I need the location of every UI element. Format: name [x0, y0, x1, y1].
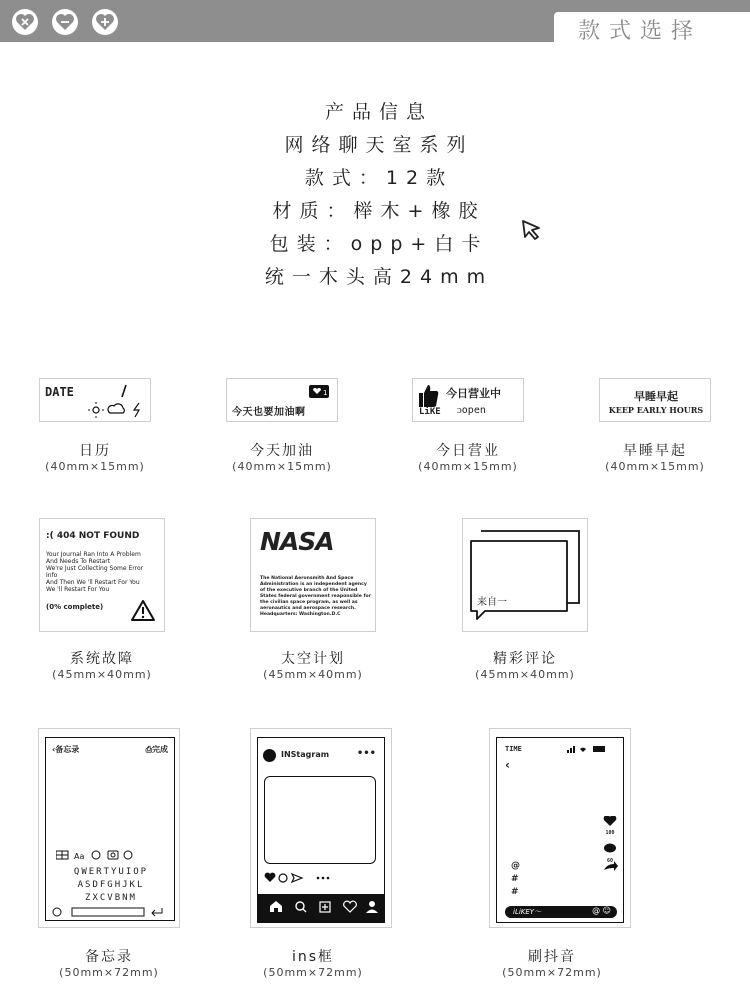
info-packaging: 包装：opp+白卡	[269, 233, 489, 255]
product-size: (50mm×72mm)	[502, 966, 602, 979]
product-card-calendar[interactable]	[15, 378, 175, 478]
product-name: 太空计划	[281, 651, 345, 667]
product-card-douyin[interactable]	[472, 728, 632, 980]
stamp-text: 今日营业中	[446, 387, 501, 400]
status-icons	[567, 744, 619, 754]
product-name: 系统故障	[70, 651, 134, 667]
keyboard-row: QWERTYUIOP	[73, 867, 149, 877]
svg-text:Aa: Aa	[74, 852, 85, 860]
back-arrow-icon: ‹	[505, 758, 510, 772]
stamp-preview	[39, 518, 165, 632]
stamp-line: Info	[46, 572, 58, 579]
product-name: 精彩评论	[493, 651, 557, 667]
keyboard-row: ZXCVBNM	[85, 893, 137, 903]
stamp-preview	[599, 378, 711, 422]
stamp-title: :( 404 NOT FOUND	[46, 531, 140, 541]
phone-frame	[496, 737, 624, 923]
product-card-cheer-up[interactable]	[202, 378, 362, 478]
stamp-line: We're Just Collecting Some Error	[46, 565, 144, 572]
phone-frame	[45, 737, 175, 921]
stamp-line: The National Aeronsmith And Space	[260, 576, 354, 581]
toolbar-icons	[56, 850, 166, 860]
hashtag-column: @ # #	[511, 861, 520, 897]
minus-heart-icon[interactable]	[52, 9, 78, 35]
product-card-space-program[interactable]	[233, 518, 393, 684]
stamp-line: Your Journal Ran Into A Problem	[46, 551, 141, 558]
stamp-preview	[39, 378, 151, 422]
photo-frame	[264, 776, 376, 864]
stamp-preview	[412, 378, 524, 422]
product-name: 备忘录	[85, 949, 133, 965]
product-size: (50mm×72mm)	[59, 966, 159, 979]
stamp-text: 早睡早起	[634, 390, 678, 403]
avatar	[263, 749, 276, 762]
stamp-preview	[250, 728, 392, 928]
stamp-open-text: ᴐopen	[457, 405, 486, 416]
stamp-text: DATE	[45, 385, 74, 399]
stamp-line: We 'll Restart For You	[46, 586, 110, 593]
warning-icon	[130, 599, 156, 623]
keyboard-row: ASDFGHJKL	[77, 880, 145, 890]
close-heart-icon[interactable]	[12, 9, 38, 35]
stamp-line: States federal government reaponsible for	[260, 594, 371, 599]
nasa-logo: NASA	[260, 527, 334, 556]
info-series: 网络聊天室系列	[284, 134, 474, 156]
stamp-text: 来自一	[477, 597, 507, 608]
product-name: 日历	[79, 443, 111, 459]
product-name: 刷抖音	[528, 949, 576, 965]
stamp-preview	[38, 728, 180, 928]
product-size: (40mm×15mm)	[232, 460, 332, 473]
product-card-memo[interactable]	[29, 728, 189, 980]
info-height: 统一木头高24mm	[264, 266, 494, 288]
product-name: ins框	[291, 949, 335, 965]
product-name: 今天加油	[250, 443, 314, 459]
like-count: 100	[605, 830, 615, 836]
time-label: TIME	[505, 745, 522, 753]
stamp-preview	[489, 728, 631, 928]
product-size: (45mm×40mm)	[52, 668, 152, 681]
weather-icons	[40, 379, 151, 422]
stamp-line: And Then We 'll Restart For You	[46, 579, 140, 586]
comment-input-text: iLiKEY～	[513, 908, 542, 916]
memo-back-label: ‹备忘录	[52, 745, 80, 754]
product-size: (40mm×15mm)	[418, 460, 518, 473]
cursor-icon	[520, 218, 544, 246]
product-info	[0, 96, 750, 294]
stamp-sub-text: KEEP EARLY HOURS	[608, 405, 704, 415]
stamp-line: Administration is an independent agency	[260, 582, 367, 587]
stamp-preview	[250, 518, 376, 632]
action-icons	[264, 872, 376, 884]
keyboard-bottom-bar	[52, 906, 170, 918]
stamp-line: aeronautics and aerospace research.	[260, 606, 356, 611]
product-card-comment[interactable]	[445, 518, 605, 684]
svg-text:1: 1	[323, 389, 328, 397]
plus-heart-icon[interactable]	[92, 9, 118, 35]
stamp-preview	[462, 518, 588, 632]
product-card-open-today[interactable]	[388, 378, 548, 478]
bottom-nav-bar	[258, 894, 384, 922]
emoji-icons: @ ☺	[592, 906, 611, 915]
memo-done-label: ⎙完成	[145, 745, 168, 754]
product-card-system-error[interactable]	[22, 518, 182, 684]
stamp-preview	[226, 378, 338, 422]
stamp-line: the civilian space program, as well as	[260, 600, 358, 605]
stamp-text: INStagram	[281, 750, 330, 759]
style-selection-label: 款式选择	[578, 19, 703, 44]
product-name: 今日营业	[436, 443, 500, 459]
stamp-line: Headquarters: Washington.D.C	[260, 612, 341, 617]
stamp-like-text: LiKE	[419, 407, 441, 417]
product-size: (40mm×15mm)	[605, 460, 705, 473]
style-selection-tab[interactable]	[554, 12, 750, 42]
stamp-line: of the executive branch of the United	[260, 588, 358, 593]
product-size: (45mm×40mm)	[475, 668, 575, 681]
product-size: (40mm×15mm)	[45, 460, 145, 473]
product-name: 早睡早起	[623, 443, 687, 459]
comment-input-bar	[505, 906, 617, 918]
product-card-ins-frame[interactable]	[233, 728, 393, 980]
stamp-line: And Needs To Restart	[46, 558, 111, 565]
more-icon: •••	[356, 748, 376, 759]
stamp-progress: (0% complete)	[46, 603, 104, 611]
phone-frame	[257, 737, 385, 923]
info-count: 款式：12款	[304, 167, 454, 189]
info-material: 材质：榉木+橡胶	[272, 200, 486, 222]
top-banner	[0, 0, 750, 42]
comment-count: 60	[606, 858, 614, 864]
nav-icons	[258, 894, 382, 922]
stamp-text: 今天也要加油啊	[232, 407, 306, 418]
side-action-icons	[601, 816, 619, 876]
product-size: (50mm×72mm)	[263, 966, 363, 979]
product-card-early-hours[interactable]	[575, 378, 735, 478]
product-size: (45mm×40mm)	[263, 668, 363, 681]
speech-bubble-icon	[463, 519, 588, 632]
info-title: 产品信息	[324, 101, 433, 123]
